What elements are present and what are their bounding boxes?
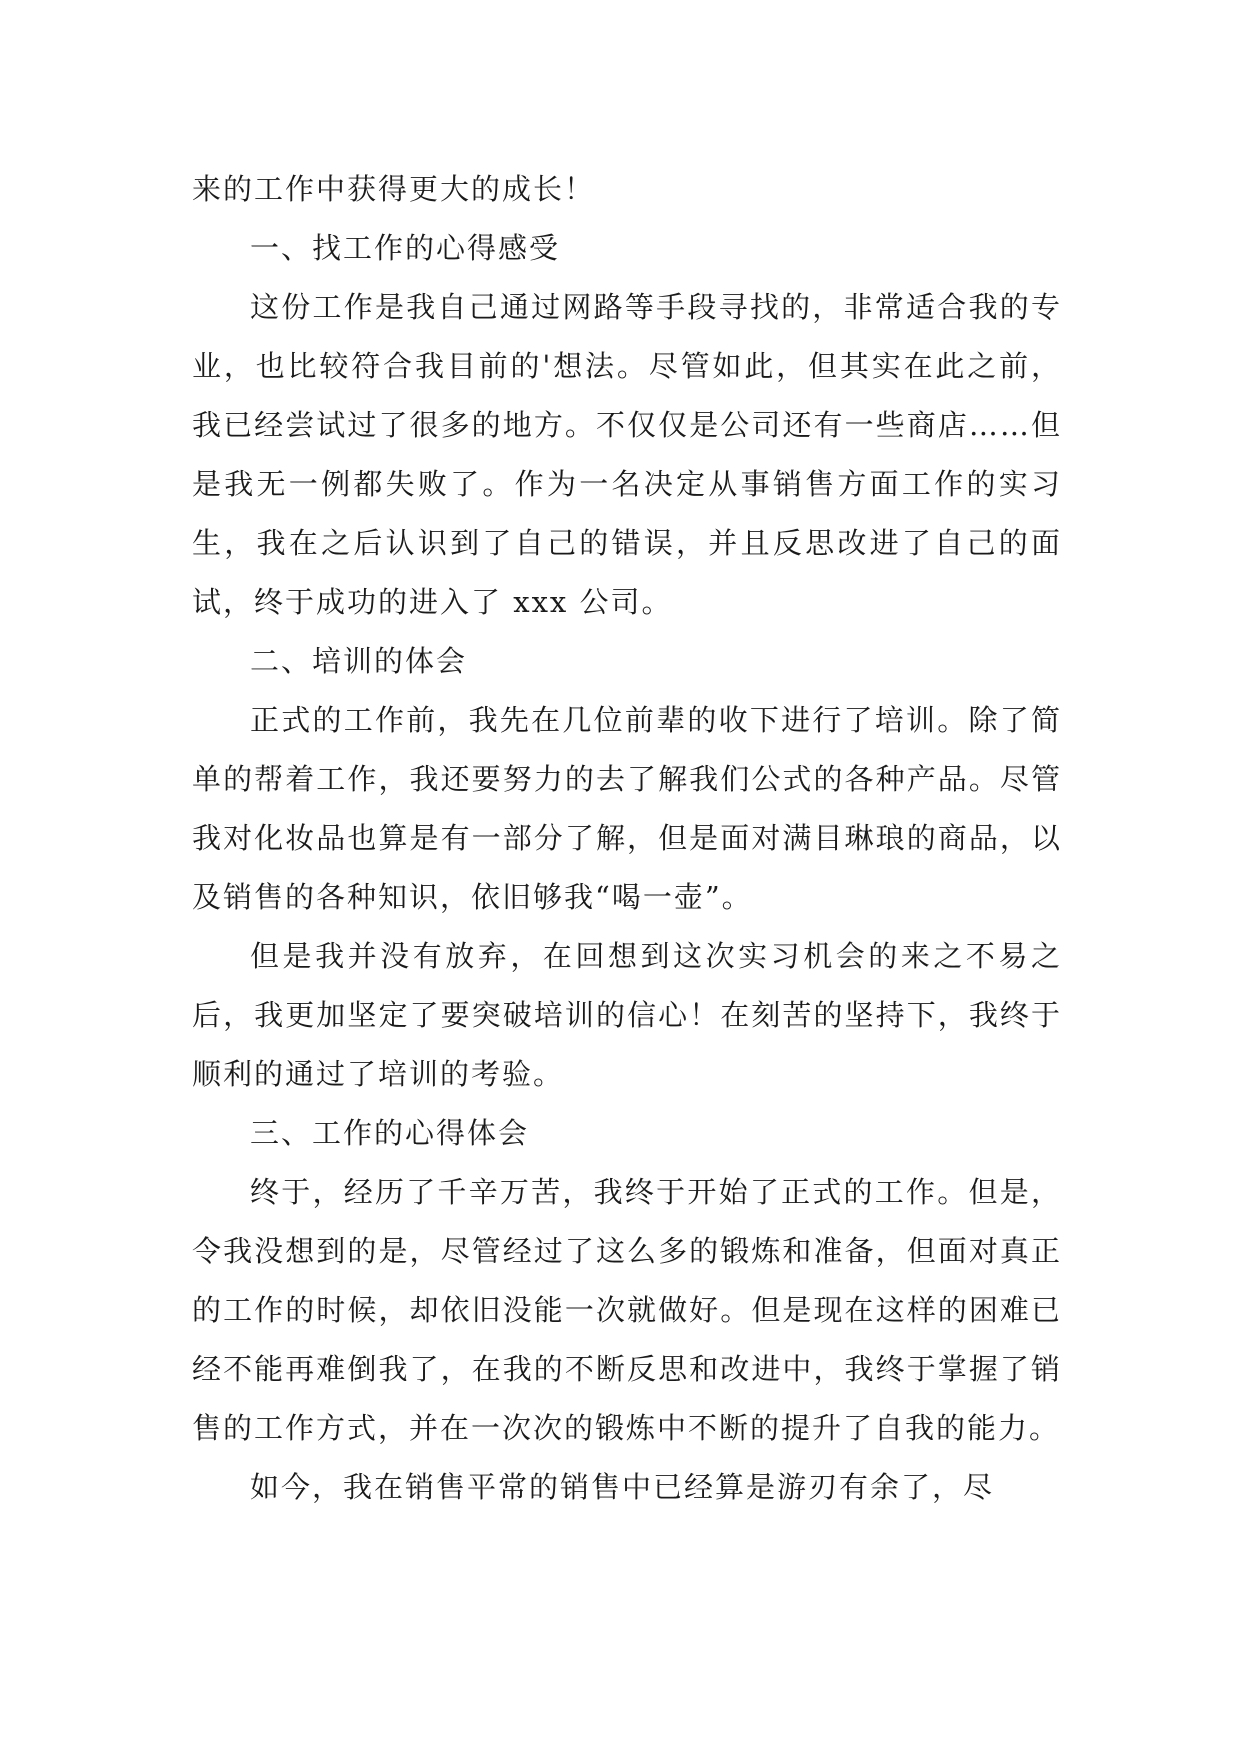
section-heading-job-search: 一、找工作的心得感受	[250, 231, 561, 265]
document-body	[192, 160, 1062, 1517]
paragraph-job-search: 这份工作是我自己通过网路等手段寻找的，非常适合我的专业，也比较符合我目前的'想法。尽管如此，但其实在此之前，我已经尝试过了很多的地方。不仅仅是公司还有一些商店……但是我无一例都失败了。作为一名决定从事销售方面工作的实习生，我在之后认识到了自己的错误，并且反思改进了自己的面试，终于成功的进入了 xxx 公司。	[192, 290, 1062, 619]
paragraph-work-1: 终于，经历了千辛万苦，我终于开始了正式的工作。但是，令我没想到的是，尽管经过了这么多的锻炼和准备，但面对真正的工作的时候，却依旧没能一次就做好。但是现在这样的困难已经不能再难倒我了，在我的不断反思和改进中，我终于掌握了销售的工作方式，并在一次次的锻炼中不断的提升了自我的能力。	[192, 1175, 1062, 1445]
paragraph-continuation: 来的工作中获得更大的成长！	[192, 172, 596, 206]
section-heading-training: 二、培训的体会	[250, 644, 468, 678]
paragraph-work-2: 如今，我在销售平常的销售中已经算是游刃有余了，尽	[250, 1470, 995, 1504]
paragraph-training-1: 正式的工作前，我先在几位前辈的收下进行了培训。除了简单的帮着工作，我还要努力的去了解我们公式的各种产品。尽管我对化妆品也算是有一部分了解，但是面对满目琳琅的商品，以及销售的各种知识，依旧够我“喝一壶”。	[192, 703, 1062, 914]
section-heading-work: 三、工作的心得体会	[250, 1116, 530, 1150]
paragraph-training-2: 但是我并没有放弃，在回想到这次实习机会的来之不易之后，我更加坚定了要突破培训的信心！在刻苦的坚持下，我终于顺利的通过了培训的考验。	[192, 939, 1062, 1091]
